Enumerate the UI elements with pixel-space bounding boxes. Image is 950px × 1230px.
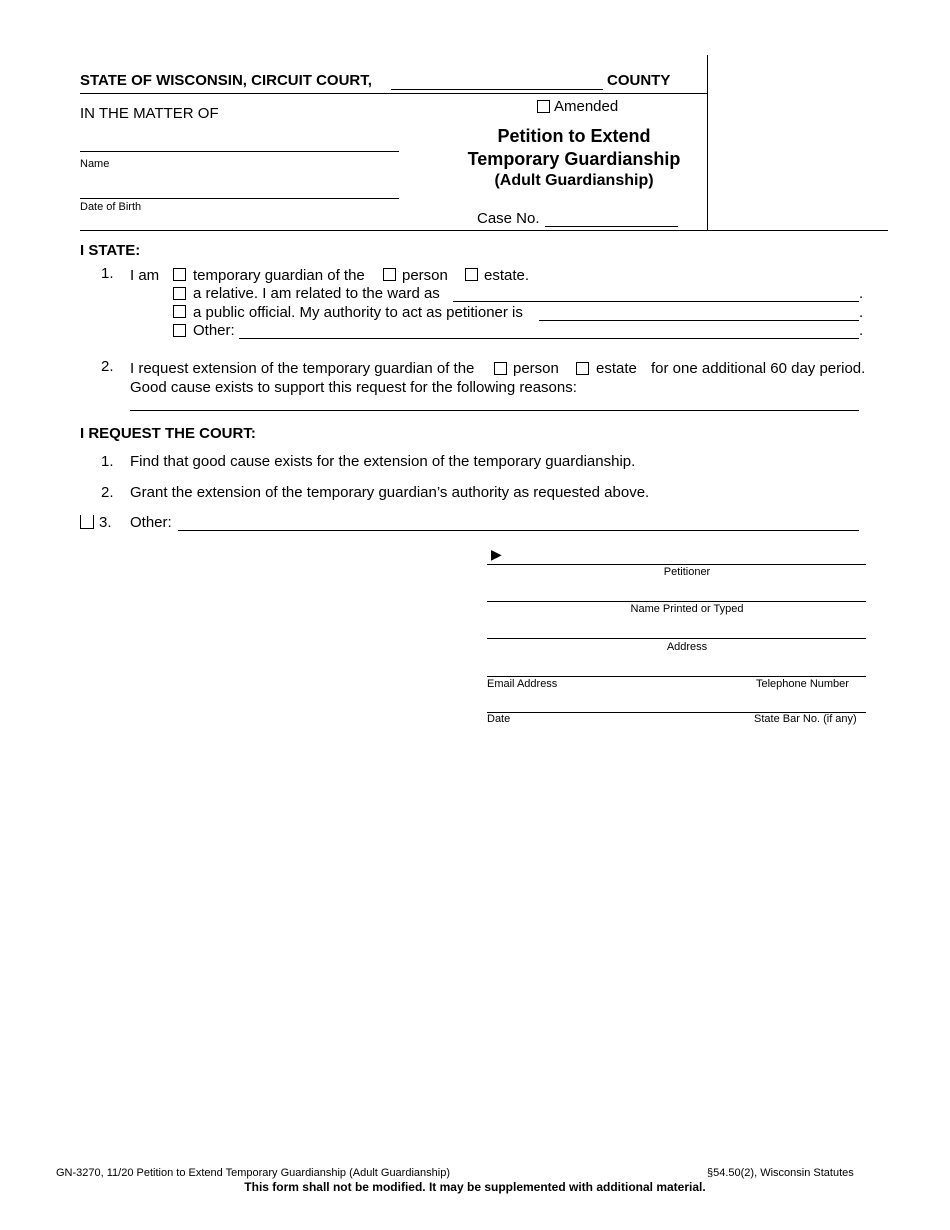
request-other-checkbox[interactable] xyxy=(80,515,94,529)
relative-label: a relative. I am related to the ward as xyxy=(193,285,440,302)
name-label: Name xyxy=(80,158,110,170)
footer-notice: This form shall not be modified. It may be supplemented with additional material. xyxy=(244,1180,706,1194)
header-rule xyxy=(80,93,707,94)
date-label: Date xyxy=(487,713,511,725)
extension-estate-label: estate xyxy=(596,360,637,377)
relative-checkbox[interactable] xyxy=(173,287,186,300)
footer-statute: §54.50(2), Wisconsin Statutes xyxy=(707,1167,854,1179)
good-cause-text: Good cause exists to support this request for the following reasons: xyxy=(130,379,577,396)
case-no-label: Case No. xyxy=(477,210,540,227)
name-printed-field[interactable] xyxy=(487,601,866,602)
case-no-field[interactable] xyxy=(545,226,678,227)
extension-person-label: person xyxy=(513,360,559,377)
email-label: Email Address xyxy=(487,678,558,690)
address-label: Address xyxy=(666,641,708,653)
telephone-label: Telephone Number xyxy=(756,678,849,690)
request-item1-number: 1. xyxy=(101,453,114,470)
state-bar-label: State Bar No. (if any) xyxy=(754,713,857,725)
public-official-period: . xyxy=(859,304,864,321)
in-the-matter-of: IN THE MATTER OF xyxy=(80,105,219,122)
name-printed-label: Name Printed or Typed xyxy=(630,603,744,615)
other-field[interactable] xyxy=(239,338,859,339)
guardian-estate-checkbox[interactable] xyxy=(465,268,478,281)
other-label: Other: xyxy=(193,322,235,339)
amended-checkbox[interactable] xyxy=(537,100,550,113)
address-field[interactable] xyxy=(487,638,866,639)
state-item2-number: 2. xyxy=(101,358,114,375)
request-other-label: Other: xyxy=(130,514,172,531)
extension-text-b: for one additional 60 day period. xyxy=(651,360,866,377)
petitioner-signature-field[interactable] xyxy=(487,564,866,565)
reasons-field[interactable] xyxy=(130,410,859,411)
relative-period: . xyxy=(859,285,864,302)
guardian-person-checkbox[interactable] xyxy=(383,268,396,281)
amended-label: Amended xyxy=(554,98,619,115)
extension-person-checkbox[interactable] xyxy=(494,362,507,375)
i-state-heading: I STATE: xyxy=(80,242,141,259)
request-item3-number: 3. xyxy=(99,514,112,531)
title-line1: Petition to Extend xyxy=(497,126,651,146)
temp-guardian-label: temporary guardian of the xyxy=(193,267,365,284)
name-field[interactable] xyxy=(80,151,399,152)
request-item2-number: 2. xyxy=(101,484,114,501)
title-line2: Temporary Guardianship xyxy=(467,149,681,169)
guardian-estate-label: estate. xyxy=(484,267,530,284)
request-item1: Find that good cause exists for the extension of the temporary guardianship. xyxy=(130,453,636,470)
court-prefix: STATE OF WISCONSIN, CIRCUIT COURT, xyxy=(80,72,372,89)
request-other-field[interactable] xyxy=(178,530,859,531)
public-official-field[interactable] xyxy=(539,320,859,321)
other-checkbox[interactable] xyxy=(173,324,186,337)
state-item1-number: 1. xyxy=(101,265,114,282)
request-item2: Grant the extension of the temporary guardian’s authority as requested above. xyxy=(130,484,650,501)
county-label: COUNTY xyxy=(607,72,671,89)
header-divider-bottom xyxy=(80,230,707,231)
sign-arrow-icon: ▶ xyxy=(491,546,502,562)
i-am-label: I am xyxy=(130,267,160,284)
request-heading: I REQUEST THE COURT: xyxy=(80,425,256,442)
public-official-checkbox[interactable] xyxy=(173,305,186,318)
petitioner-label: Petitioner xyxy=(663,566,711,578)
email-telephone-field[interactable] xyxy=(487,676,866,677)
title-line3: (Adult Guardianship) xyxy=(494,172,654,189)
extension-text-a: I request extension of the temporary guardian of the xyxy=(130,360,475,377)
other-period: . xyxy=(859,322,864,339)
county-name-field[interactable] xyxy=(391,89,603,90)
dob-field[interactable] xyxy=(80,198,399,199)
footer-form-id: GN-3270, 11/20 Petition to Extend Temporary Guardianship (Adult Guardianship) xyxy=(56,1167,450,1179)
dob-label: Date of Birth xyxy=(80,201,142,213)
extension-estate-checkbox[interactable] xyxy=(576,362,589,375)
header-divider-right xyxy=(707,230,888,231)
guardian-person-label: person xyxy=(402,267,448,284)
relative-field[interactable] xyxy=(453,301,859,302)
temp-guardian-checkbox[interactable] xyxy=(173,268,186,281)
public-official-label: a public official. My authority to act as petitioner is xyxy=(193,304,523,321)
